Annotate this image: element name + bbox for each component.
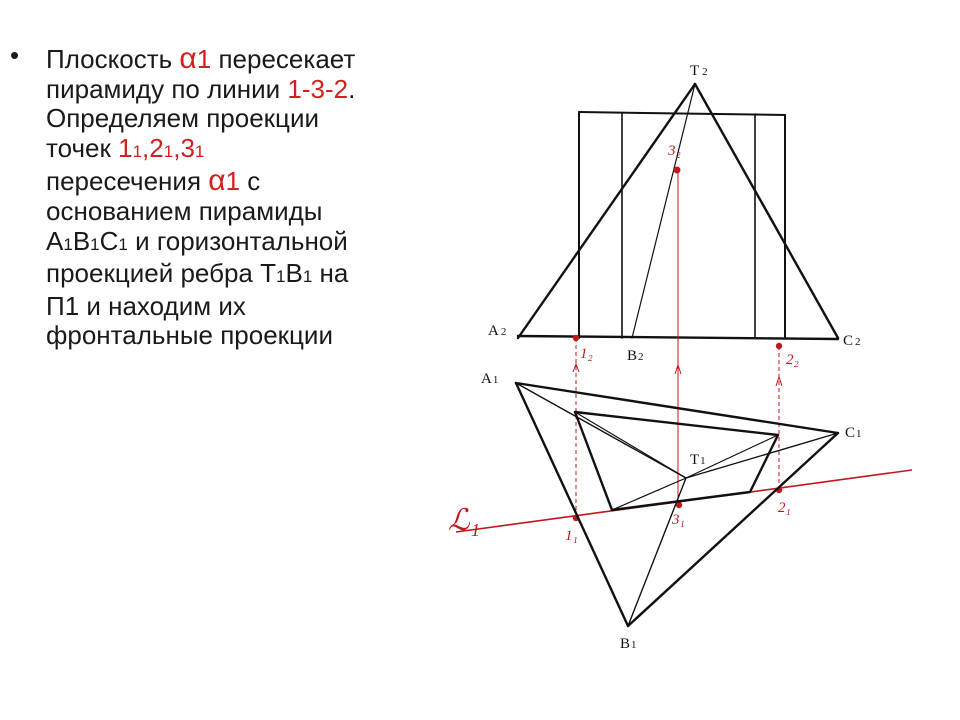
edge-t2-c2 xyxy=(695,84,838,338)
text-part: с основанием пирамиды xyxy=(46,166,323,226)
point-2: 2 xyxy=(149,132,164,163)
text-part: на П1 и находим их фронтальные проекции xyxy=(46,258,349,351)
text-part: и горизонтальной проекцией ребра xyxy=(46,225,348,289)
vertex-a: А xyxy=(46,225,64,256)
point-1-subscript: 1 xyxy=(132,141,143,161)
label-t2: T 2 xyxy=(690,63,708,79)
point-2-2 xyxy=(776,343,782,349)
label-point-1-1: 1₁ xyxy=(565,528,578,544)
edge-t1-b1 xyxy=(628,478,686,626)
vertex-t-subscript: 1 xyxy=(276,267,286,287)
alpha-symbol: α xyxy=(179,42,197,75)
point-1-2 xyxy=(573,335,579,341)
label-a1: A1 xyxy=(481,371,499,387)
vertex-b-subscript: 1 xyxy=(90,234,100,254)
vertex-b-subscript: 1 xyxy=(302,267,313,287)
alpha-subscript: 1 xyxy=(225,166,241,197)
vertex-b: В xyxy=(72,225,91,256)
text-part: пересечения xyxy=(46,166,209,197)
label-b2: B2 xyxy=(627,348,644,364)
vertex-t: Т xyxy=(260,258,277,289)
label-c2: C 2 xyxy=(843,333,861,349)
label-point-3-2: 3₂ xyxy=(668,143,681,159)
label-point-2-1: 2₁ xyxy=(778,500,791,516)
label-t1: T1 xyxy=(690,452,706,468)
bullet: • xyxy=(10,40,20,70)
section-polygon xyxy=(575,412,778,510)
comma: , xyxy=(173,132,181,163)
point-3-subscript: 1 xyxy=(194,141,205,161)
point-3: 3 xyxy=(180,132,195,163)
label-plane-alpha: ℒ₁ xyxy=(448,504,481,537)
alpha-subscript: 1 xyxy=(196,44,212,74)
edge-t2-a2 xyxy=(518,84,695,338)
outline-line xyxy=(579,112,785,115)
point-1: 1 xyxy=(118,132,133,163)
comma: , xyxy=(142,132,150,163)
vertex-c-subscript: 1 xyxy=(118,234,128,254)
label-point-1-2: 1₂ xyxy=(580,346,593,362)
label-point-2-2: 2₂ xyxy=(786,352,799,368)
vertex-b: В xyxy=(285,258,303,289)
text-part: пересекает пирамиду по линии xyxy=(46,44,356,104)
line-points: 1-3-2 xyxy=(287,73,349,104)
text-part: . Определяем проекции точек xyxy=(46,73,356,163)
label-point-3-1: 3₁ xyxy=(672,512,685,528)
vertex-c: С xyxy=(99,225,119,256)
point-3-2 xyxy=(674,167,681,174)
point-2-subscript: 1 xyxy=(163,141,174,161)
edge-t2-b2 xyxy=(632,84,695,338)
label-a2: A 2 xyxy=(488,323,507,339)
vertex-a-subscript: 1 xyxy=(63,234,73,254)
alpha-symbol: α xyxy=(208,164,226,198)
label-c1: C1 xyxy=(845,425,862,441)
edge-a1-c1 xyxy=(516,383,838,433)
label-b1: B1 xyxy=(620,636,637,652)
text-part: Плоскость xyxy=(46,44,180,74)
